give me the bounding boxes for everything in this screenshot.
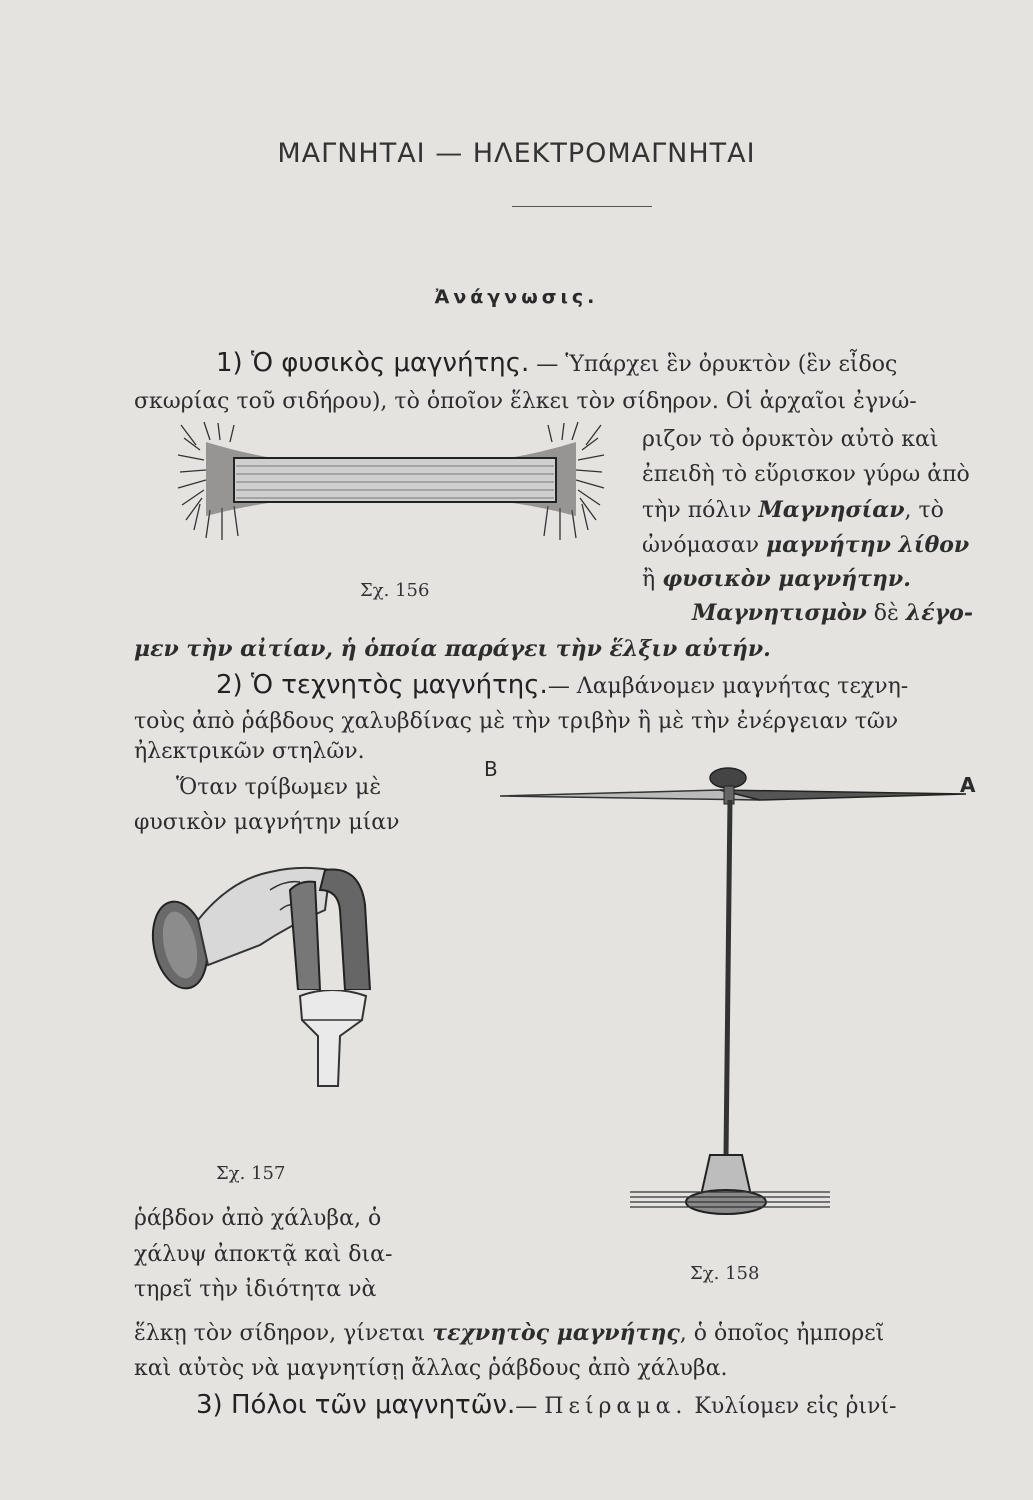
s1-label: 1) Ὁ φυσικὸς μαγνήτης. — [216, 348, 530, 378]
s1-text-5c: , τὸ — [904, 498, 944, 523]
s1-line-2: σκωρίας τοῦ σιδήρου), τὸ ὁποῖον ἕλκει τὸν σίδηρον. Οἱ ἀρχαῖοι ἐγνώ- — [134, 389, 917, 414]
s2-label: 2) Ὁ τεχνητὸς μαγνήτης. — [216, 670, 548, 700]
figure-157-caption: Σχ. 157 — [216, 1163, 286, 1184]
section-heading: Ἀνάγνωσις. — [434, 286, 599, 308]
s1-line-7 — [642, 566, 911, 592]
magnetism-term: Μαγνητισμὸν — [692, 600, 867, 626]
s2-line-2: τοὺς ἀπὸ ῥάβδους χαλυβδίνας μὲ τὴν τριβὴν ἢ μὲ τὴν ἐνέργειαν τῶν — [134, 709, 899, 734]
hand-rubbing-figure — [150, 850, 390, 990]
s2-text-9c: , ὁ ὁποῖος ἠμπορεῖ — [679, 1321, 885, 1346]
figure-156-caption: Σχ. 156 — [360, 580, 430, 601]
s3-text-1b: Κυλίομεν εἰς ῥινί- — [694, 1394, 897, 1419]
s1-line-1 — [216, 348, 897, 378]
experiment-term: Πείραμα. — [544, 1394, 688, 1419]
s2-line-10: καὶ αὐτὸς νὰ μαγνητίσῃ ἄλλας ῥάβδους ἀπὸ χάλυβα. — [134, 1356, 728, 1381]
magnet-stone-term: μαγνήτην λίθον — [765, 532, 970, 558]
s2-text-9a: ἕλκῃ τὸν σίδηρον, γίνεται — [134, 1321, 426, 1346]
s1-text-1: — Ὑπάρχει ἓν ὀρυκτὸν (ἓν εἶδος — [536, 352, 898, 377]
artificial-magnet-term: τεχνητὸς μαγνήτης — [432, 1320, 680, 1346]
s1-line-8 — [692, 600, 973, 626]
s2-line-3: ἠλεκτρικῶν στηλῶν. — [134, 739, 365, 764]
s2-line-5: φυσικὸν μαγνήτην μίαν — [134, 810, 400, 835]
natural-magnet-term: φυσικὸν μαγνήτην. — [662, 566, 911, 592]
s1-line-4: ἐπειδὴ τὸ εὕρισκον γύρω ἀπὸ — [642, 462, 970, 487]
steel-rod-figure — [296, 990, 376, 1090]
pole-label-b: B — [484, 757, 498, 781]
s2-line-9 — [134, 1320, 884, 1346]
figure-158-caption: Σχ. 158 — [690, 1263, 760, 1284]
magnet-with-filings-figure — [176, 420, 606, 560]
s1-text-8b: δὲ — [873, 601, 899, 626]
s3-label: 3) Πόλοι τῶν μαγνητῶν. — [196, 1390, 516, 1420]
s1-text-8c: λέγο- — [905, 600, 973, 626]
s2-line-7: χάλυψ ἀποκτᾷ καὶ δια- — [134, 1242, 393, 1267]
s2-line-8: τηρεῖ τὴν ἰδιότητα νὰ — [134, 1277, 377, 1302]
page-title: ΜΑΓΝΗΤΑΙ — ΗΛΕΚΤΡΟΜΑΓΝΗΤΑΙ — [277, 138, 756, 169]
magnesia-term: Μαγνησίαν — [758, 497, 905, 523]
title-divider — [512, 206, 652, 207]
pole-label-a: A — [960, 773, 976, 797]
s1-line-5 — [642, 497, 944, 523]
s2-text-1: — Λαμβάνομεν μαγνήτας τεχνη- — [547, 674, 909, 699]
s3-dash: — — [515, 1394, 538, 1419]
s1-line-9: μεν τὴν αἰτίαν, ἡ ὁποία παράγει τὴν ἕλξιν αὐτήν. — [134, 636, 771, 662]
s2-line-6: ῥάβδον ἀπὸ χάλυβα, ὁ — [134, 1206, 382, 1231]
s1-text-5a: τὴν πόλιν — [642, 498, 752, 523]
magnetic-needle-figure — [490, 760, 980, 1230]
s1-text-7a: ἢ — [642, 567, 656, 592]
s1-line-6 — [642, 532, 969, 558]
s1-text-6a: ὠνόμασαν — [642, 533, 759, 558]
s2-line-1 — [216, 670, 908, 700]
s3-line-1 — [196, 1390, 896, 1420]
s1-line-3: ριζον τὸ ὀρυκτὸν αὐτὸ καὶ — [642, 427, 939, 452]
s2-line-4: Ὅταν τρίβωμεν μὲ — [176, 775, 382, 800]
